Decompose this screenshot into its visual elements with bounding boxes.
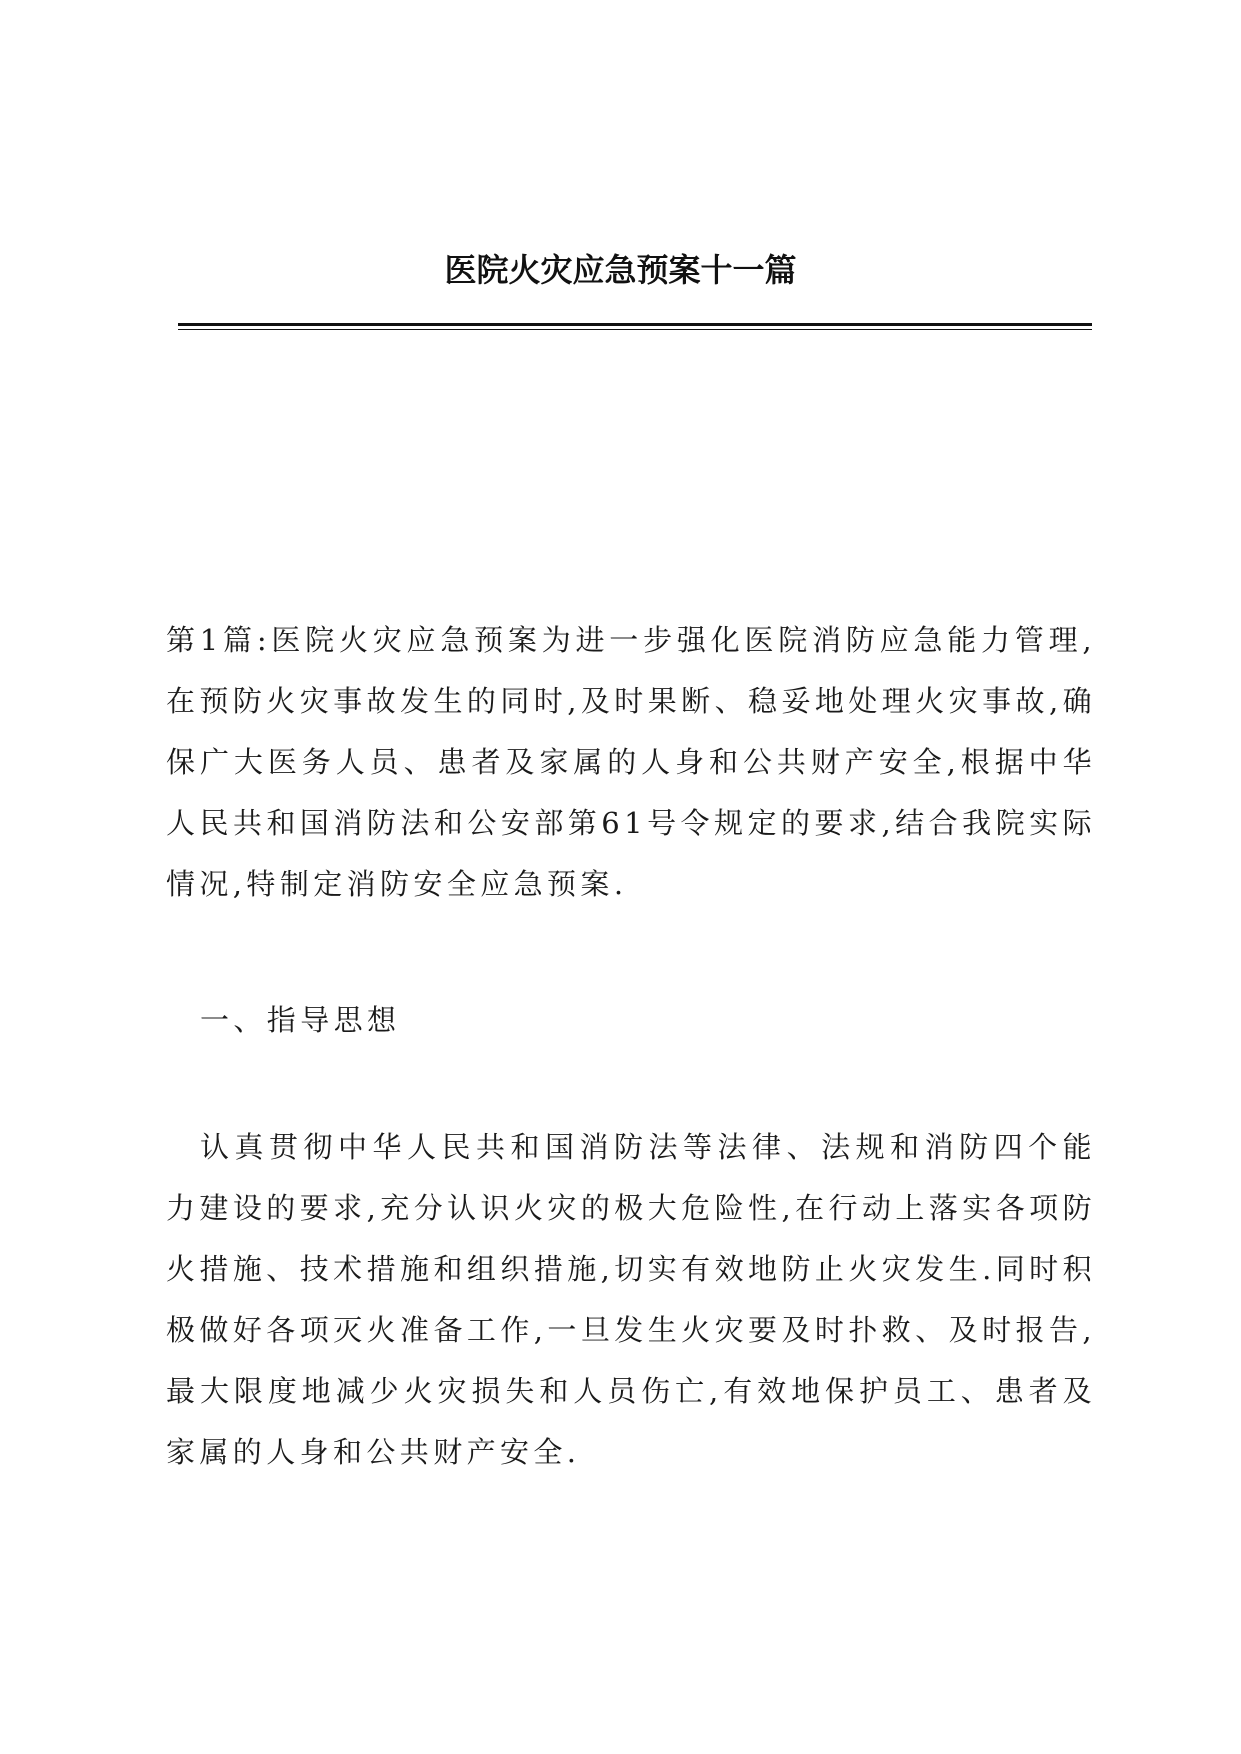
section-heading: 一、指导思想 bbox=[200, 1003, 401, 1037]
intro-paragraph: 第1篇:医院火灾应急预案为进一步强化医院消防应急能力管理,在预防火灾事故发生的同时,及时果断、稳妥地处理火灾事故,确保广大医务人员、患者及家属的人身和公共财产安全,根据中华人民共和国消防法和公安部第61号令规定的要求,结合我院实际情况,特制定消防安全应急预案. bbox=[166, 623, 1096, 901]
body-paragraph: 认真贯彻中华人民共和国消防法等法律、法规和消防四个能力建设的要求,充分认识火灾的极大危险性,在行动上落实各项防火措施、技术措施和组织措施,切实有效地防止火灾发生.同时积极做好各项灭火准备工作,一旦发生火灾要及时扑救、及时报告,最大限度地减少火灾损失和人员伤亡,有效地保护员工、患者及家属的人身和公共财产安全. bbox=[166, 1130, 1096, 1469]
document-title: 医院火灾应急预案十一篇 bbox=[444, 251, 797, 289]
title-divider bbox=[178, 323, 1092, 330]
